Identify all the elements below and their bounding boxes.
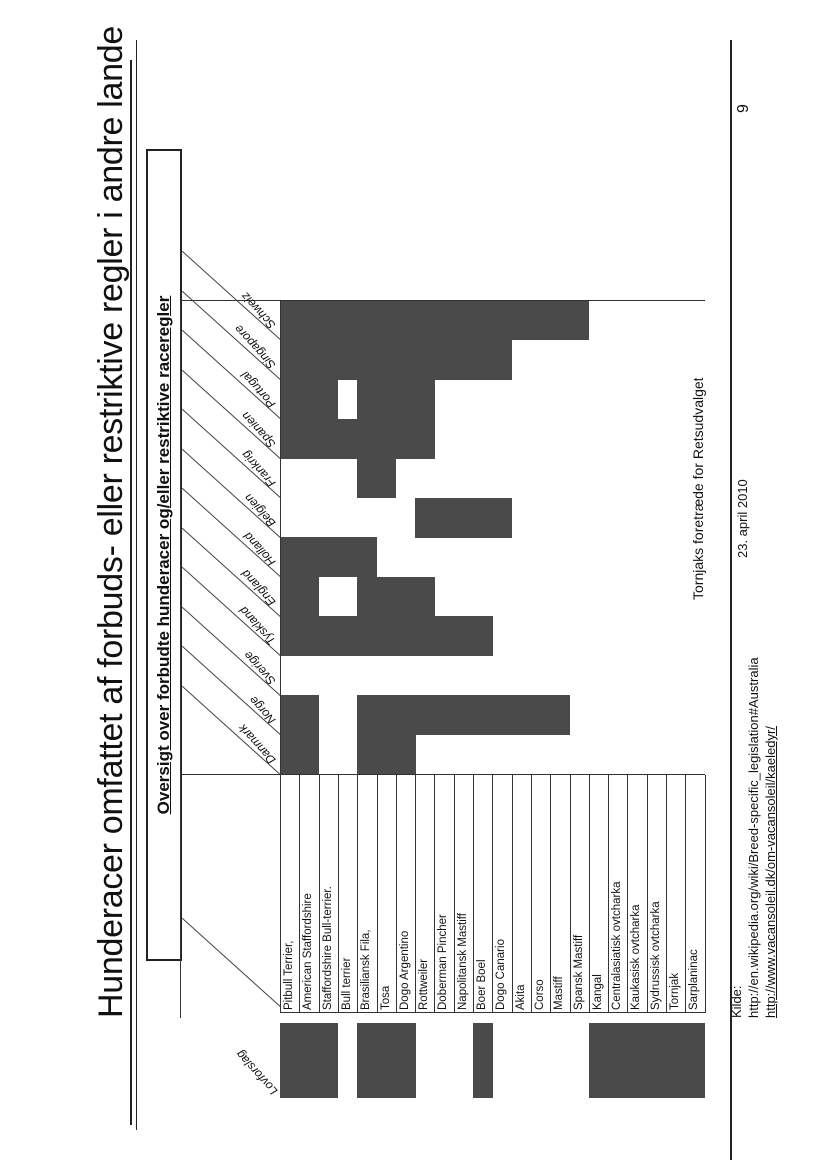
breed-row-label: Tosa: [379, 985, 392, 1010]
restriction-mark: [338, 340, 358, 380]
breed-row-label: Akita: [514, 984, 527, 1010]
restriction-mark: [454, 301, 474, 341]
restriction-mark: [357, 301, 377, 341]
restriction-mark: [512, 301, 532, 341]
lovforslag-mark: [647, 1023, 667, 1098]
breed-row-label: Rottweiler: [418, 958, 431, 1010]
col-header-country: Tyskland: [236, 604, 279, 649]
col-header-country: Spanien: [238, 408, 279, 451]
lovforslag-mark: [377, 1023, 397, 1098]
restriction-mark: [338, 301, 358, 341]
restriction-mark: [338, 617, 358, 657]
restriction-mark: [280, 340, 300, 380]
restriction-mark: [319, 617, 339, 657]
restriction-mark: [473, 301, 493, 341]
col-header-country: Belgien: [241, 490, 279, 530]
restriction-mark: [357, 617, 377, 657]
restriction-mark: [492, 301, 512, 341]
restriction-mark: [473, 340, 493, 380]
restriction-mark: [357, 577, 377, 617]
restriction-mark: [338, 538, 358, 578]
col-header-divider: [182, 918, 281, 1007]
restriction-mark: [319, 380, 339, 420]
breed-row-label: Bull terrier: [340, 957, 353, 1010]
footer-date: 23. april 2010: [735, 479, 750, 558]
breed-row-label: Napolitansk Mastiff: [456, 913, 469, 1010]
label-right-border: [180, 774, 705, 775]
restriction-mark: [396, 419, 416, 459]
restriction-mark: [434, 696, 454, 736]
restriction-mark: [280, 301, 300, 341]
lovforslag-mark: [685, 1023, 705, 1098]
restriction-mark: [377, 340, 397, 380]
breed-row-label: Kaukasisk ovtcharka: [630, 904, 643, 1010]
restriction-mark: [531, 301, 551, 341]
source-link-2[interactable]: http://www.vacansoleil.dk/om-vacansoleil/kaeledyr/: [763, 726, 778, 1018]
restriction-mark: [357, 380, 377, 420]
restriction-mark: [434, 301, 454, 341]
lovforslag-mark: [627, 1023, 647, 1098]
restriction-mark: [531, 696, 551, 736]
header-top-border: [180, 301, 181, 1018]
restriction-mark: [415, 380, 435, 420]
breed-row-label: American Staffordshire: [302, 893, 315, 1010]
restriction-mark: [492, 498, 512, 538]
breed-row-label: Boer Boel: [476, 959, 488, 1010]
restriction-mark: [492, 696, 512, 736]
lovforslag-mark: [608, 1023, 628, 1098]
restriction-mark: [454, 340, 474, 380]
restriction-mark: [299, 577, 319, 617]
restriction-mark: [512, 696, 532, 736]
restriction-mark: [396, 340, 416, 380]
restriction-mark: [357, 340, 377, 380]
restriction-mark: [415, 577, 435, 617]
breed-row-label: Sydrussisk ovtcharka: [649, 901, 662, 1010]
source-link-1[interactable]: http://en.wikipedia.org/wiki/Breed-specific_legislation#Australia: [746, 657, 761, 1018]
restriction-mark: [299, 617, 319, 657]
footer-sources: [728, 118, 779, 1018]
lovforslag-mark: [666, 1023, 686, 1098]
restriction-mark: [454, 696, 474, 736]
restriction-mark: [492, 340, 512, 380]
restriction-mark: [299, 380, 319, 420]
restriction-mark: [280, 380, 300, 420]
restriction-mark: [415, 301, 435, 341]
restriction-mark: [377, 419, 397, 459]
restriction-mark: [319, 340, 339, 380]
restriction-mark: [377, 459, 397, 499]
restriction-mark: [396, 696, 416, 736]
col-header-country: Portugal: [238, 368, 279, 412]
breed-row-label: Dogo Argentino: [398, 930, 411, 1010]
page-number: 9: [735, 104, 752, 113]
col-header-country: Schweiz: [238, 289, 279, 333]
restriction-mark: [357, 459, 377, 499]
col-header-country: Frankrig: [238, 448, 279, 491]
breed-row-label: Tornjak: [669, 972, 681, 1010]
restriction-mark: [415, 498, 435, 538]
restriction-mark: [473, 498, 493, 538]
breed-row-label: Doberman Pincher: [437, 914, 450, 1010]
restriction-mark: [550, 301, 570, 341]
restriction-mark: [415, 419, 435, 459]
restriction-mark: [396, 735, 416, 775]
footer-organization: Tornjaks foretræde for Retsudvalget: [690, 377, 706, 600]
breed-row-label: Mastiff: [553, 976, 566, 1010]
restriction-mark: [319, 419, 339, 459]
restriction-mark: [280, 696, 300, 736]
restriction-mark: [415, 617, 435, 657]
col-header-country: Sverige: [240, 648, 279, 688]
col-header-country: Danmark: [235, 721, 279, 767]
breed-row-label: Sarplaninac: [688, 949, 701, 1010]
col-header-country: Holland: [240, 529, 279, 570]
restriction-mark: [396, 301, 416, 341]
subtitle-box: [146, 149, 182, 961]
lovforslag-mark: [396, 1023, 416, 1098]
row-divider: [705, 775, 706, 1013]
restriction-mark: [434, 617, 454, 657]
lovforslag-mark: [357, 1023, 377, 1098]
restriction-mark: [396, 617, 416, 657]
restriction-mark: [357, 538, 377, 578]
restriction-mark: [299, 696, 319, 736]
restriction-mark: [280, 419, 300, 459]
restriction-mark: [377, 617, 397, 657]
restriction-mark: [299, 538, 319, 578]
page-title: Hunderacer omfattet af forbuds- eller restriktive regler i andre lande: [92, 26, 130, 1018]
breed-row-label: Brasiliansk Fila,: [360, 929, 373, 1010]
restriction-mark: [377, 735, 397, 775]
lovforslag-mark: [319, 1023, 339, 1098]
breed-row-label: Spansk Mastiff: [572, 934, 585, 1010]
restriction-mark: [280, 735, 300, 775]
restriction-mark: [377, 577, 397, 617]
breed-row-label: Centralasiatisk ovtcharka: [611, 881, 624, 1010]
restriction-mark: [377, 301, 397, 341]
restriction-mark: [454, 498, 474, 538]
col-header-country: Norge: [246, 693, 279, 728]
restriction-mark: [319, 301, 339, 341]
restriction-mark: [357, 696, 377, 736]
lovforslag-mark: [299, 1023, 319, 1098]
restriction-mark: [280, 617, 300, 657]
table-top-border: [280, 301, 281, 1013]
restriction-mark: [319, 538, 339, 578]
restriction-mark: [299, 340, 319, 380]
label-left-border: [280, 1012, 705, 1013]
col-header-country: England: [238, 566, 279, 609]
restriction-mark: [338, 419, 358, 459]
restriction-mark: [415, 340, 435, 380]
restriction-mark: [299, 419, 319, 459]
restriction-mark: [473, 617, 493, 657]
restriction-mark: [377, 696, 397, 736]
restriction-mark: [299, 735, 319, 775]
table-subtitle: Oversigt over forbudte hunderacer og/eller restriktive raceregler: [154, 295, 173, 815]
restriction-mark: [550, 696, 570, 736]
lovforslag-mark: [473, 1023, 493, 1098]
breed-row-label: Dogo Canario: [495, 939, 508, 1010]
breed-row-label: Pitbull Terrier,: [283, 940, 295, 1010]
restriction-mark: [299, 301, 319, 341]
restriction-mark: [396, 380, 416, 420]
restriction-mark: [473, 696, 493, 736]
restriction-mark: [280, 538, 300, 578]
col-header-country: Singapore: [231, 321, 279, 372]
restriction-mark: [396, 577, 416, 617]
breed-row-label: Kangal: [591, 974, 604, 1010]
restriction-mark: [357, 735, 377, 775]
breed-row-label: Staffordshire Bull-terrier.: [321, 886, 334, 1010]
source-label: Kilde:: [729, 985, 744, 1018]
restriction-mark: [434, 340, 454, 380]
restriction-mark: [434, 498, 454, 538]
restriction-mark: [280, 577, 300, 617]
lovforslag-mark: [589, 1023, 609, 1098]
restriction-mark: [570, 301, 590, 341]
col-header-lovforslag: Lovforslag: [232, 1047, 281, 1098]
lovforslag-mark: [280, 1023, 300, 1098]
breed-row-label: Corso: [533, 979, 546, 1010]
restriction-mark: [357, 419, 377, 459]
restriction-mark: [454, 617, 474, 657]
restriction-mark: [415, 696, 435, 736]
restriction-mark: [377, 380, 397, 420]
